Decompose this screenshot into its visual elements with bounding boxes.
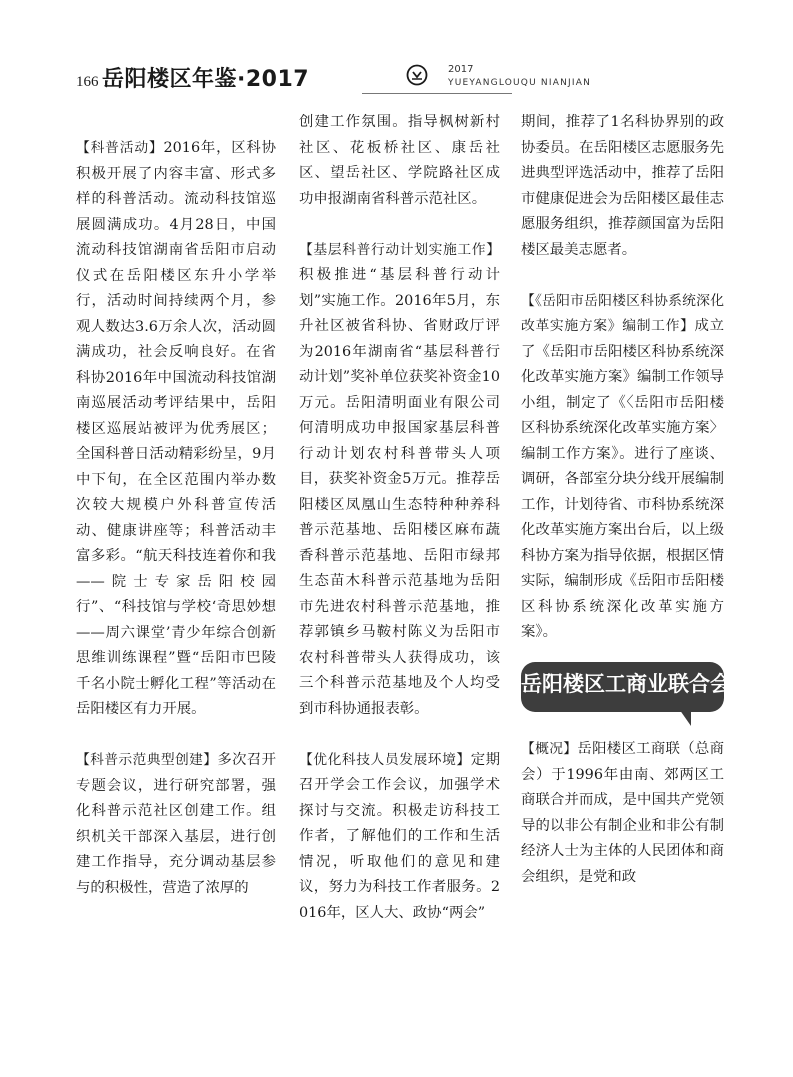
header-pinyin: YUEYANGLOUQU NIANJIAN [448, 78, 592, 88]
banner-tail [677, 706, 691, 726]
section-body-popular-science-activities: 2016年，区科协积极开展了内容丰富、形式多样的科普活动。流动科技馆巡展圆满成功。4月28日，中国流动科技馆湖南省岳阳市启动仪式在岳阳楼区东升小学举行，活动时间持续两个月，参观人数达3.6万余人次，活动圆满成功，社会反响良好。在省科协2016年中国流动科技馆湖南巡展活动考评结果中，岳阳楼区巡展站被评为优秀展区；全国科普日活动精彩纷呈，9月中下旬，在全区范围内举办数次较大规模户外科普宣传活动、健康讲座等；科普活动丰富多彩。“航天科技连着你和我——院士专家岳阳校园行”、“科技馆与学校‘奇思妙想——周六课堂’青少年综合创新思维训练课程”暨“岳阳市巴陵千名小院士孵化工程”等活动在岳阳楼区有力开展。 [76, 140, 277, 717]
section-banner [521, 662, 731, 712]
paragraph-reform-plan [521, 289, 724, 646]
column-middle [299, 110, 500, 926]
circled-down-arrow-icon [406, 64, 428, 86]
section-heading-popular-science-activities: 【科普活动】 [76, 140, 164, 156]
book-title: 岳阳楼区年鉴·2017 [102, 67, 310, 92]
section-heading-optimize-environment: 【优化科技人员发展环境】 [299, 751, 471, 768]
page-header [76, 62, 592, 92]
section-body-grassroots-plan: 积极推进“基层科普行动计划”实施工作。2016年5月，东升社区被省科协、省财政厅评为2016年湖南省“基层科普行动计划”奖补单位获奖补资金10万元。岳阳清明面业有限公司何清明成功申报国家基层科普行动计划农村科普带头人项目，获奖补资金5万元。推荐岳阳楼区凤凰山生态特种种养科普示范基地、岳阳楼区麻布蔬香科普示范基地、岳阳市绿邦生态苗木科普示范基地为岳阳市先进农村科普示范基地，推荐郭镇乡马鞍村陈义为岳阳市农村科普带头人获得成功，该三个科普示范基地及个人均受到市科协通报表彰。 [299, 267, 500, 717]
paragraph-grassroots-plan [299, 238, 500, 723]
banner-title: 岳阳楼区工商业联合会 [521, 670, 731, 696]
paragraph-continued: 期间，推荐了1名科协界别的政协委员。在岳阳楼区志愿服务先进典型评选活动中，推荐了岳阳市健康促进会为岳阳楼区最佳志愿服务组织，推荐颜国富为岳阳楼区最美志愿者。 [521, 114, 724, 258]
header-year: 2017 [448, 64, 474, 75]
section-body-demonstration-creation: 多次召开专题会议，进行研究部署，强化科普示范社区创建工作。组织机关干部深入基层，进行创建工作指导，充分调动基层参与的积极性，营造了浓厚的 [76, 752, 276, 896]
paragraph-demonstration-creation [76, 748, 276, 901]
section-heading-reform-plan: 【《岳阳市岳阳楼区科协系统深化改革实施方案》编制工作】 [521, 292, 724, 334]
section-body-overview: 岳阳楼区工商联（总商会）于1996年由南、郊两区工商联合并而成，是中国共产党领导的以非公有制企业和非公有制经济人士为主体的人民团体和商会组织，是党和政 [521, 741, 724, 885]
column-right [521, 110, 731, 890]
header-divider [362, 93, 512, 94]
section-heading-overview: 【概况】 [521, 741, 578, 757]
section-body-reform-plan: 成立了《岳阳市岳阳楼区科协系统深化改革实施方案》编制工作领导小组，制定了《〈岳阳市岳阳楼区科协系统深化改革实施方案〉编制工作方案》。进行了座谈、调研，各部室分块分线开展编制工作，计划待省、市科协系统深化改革实施方案出台后，以上级科协方案为指导依据，根据区情实际，编制形成《岳阳市岳阳楼区科协系统深化改革实施方案》。 [521, 318, 724, 640]
section-heading-grassroots-plan: 【基层科普行动计划实施工作】 [299, 241, 500, 258]
paragraph-overview [521, 737, 724, 890]
section-body-optimize-environment: 定期召开学会工作会议，加强学术探讨与交流。积极走访科技工作者，了解他们的工作和生活情况，听取他们的意见和建议，努力为科技工作者服务。2016年，区人大、政协“两会” [299, 751, 500, 921]
paragraph-optimize-environment [299, 748, 500, 927]
page-number: 166 [76, 74, 99, 90]
paragraph-continued: 创建工作氛围。指导枫树新村社区、花板桥社区、康岳社区、望岳社区、学院路社区成功申报湖南省科普示范社区。 [299, 114, 500, 207]
column-left [76, 136, 276, 901]
section-heading-demonstration-creation: 【科普示范典型创建】 [76, 752, 218, 768]
paragraph-popular-science-activities [76, 136, 276, 723]
